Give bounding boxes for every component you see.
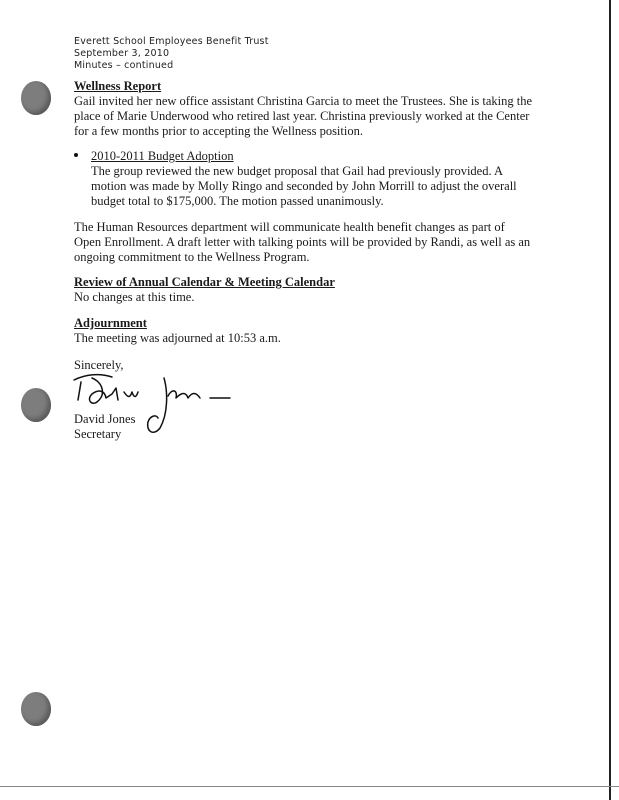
wellness-line: place of Marie Underwood who retired last year. Christina previously worked at the Center: [74, 109, 530, 123]
page-edge-right: [609, 0, 611, 800]
adjournment-text: The meeting was adjourned at 10:53 a.m.: [74, 331, 281, 345]
wellness-line: for a few months prior to accepting the Wellness position.: [74, 124, 363, 138]
punch-hole-bottom: [21, 692, 51, 726]
budget-line: budget total to $175,000. The motion passed unanimously.: [91, 194, 384, 208]
punch-hole-top: [21, 81, 51, 115]
bullet-dot: [74, 153, 78, 157]
hr-line: The Human Resources department will communicate health benefit changes as part of: [74, 220, 505, 234]
calendar-heading: Review of Annual Calendar & Meeting Calendar: [74, 275, 335, 289]
hr-line: Open Enrollment. A draft letter with talking points will be provided by Randi, as well as an: [74, 235, 531, 249]
budget-line: motion was made by Molly Ringo and seconded by John Morrill to adjust the overall: [91, 179, 517, 193]
hr-line: ongoing commitment to the Wellness Program.: [74, 250, 310, 264]
wellness-line: Gail invited her new office assistant Christina Garcia to meet the Trustees. She is taking the: [74, 94, 533, 108]
adjournment-heading: Adjournment: [74, 316, 147, 330]
header-date: September 3, 2010: [74, 48, 170, 59]
budget-line: The group reviewed the new budget proposal that Gail had previously provided. A: [91, 164, 504, 178]
calendar-text: No changes at this time.: [74, 290, 195, 304]
signer-name: David Jones: [74, 412, 136, 426]
budget-heading: 2010-2011 Budget Adoption: [91, 149, 234, 163]
header-continued: Minutes – continued: [74, 60, 174, 71]
wellness-heading: Wellness Report: [74, 79, 162, 93]
punch-hole-middle: [21, 388, 51, 422]
page-edge-bottom: [0, 786, 619, 787]
header-org: Everett School Employees Benefit Trust: [74, 36, 269, 47]
salutation: Sincerely,: [74, 358, 124, 372]
signer-title: Secretary: [74, 427, 122, 441]
